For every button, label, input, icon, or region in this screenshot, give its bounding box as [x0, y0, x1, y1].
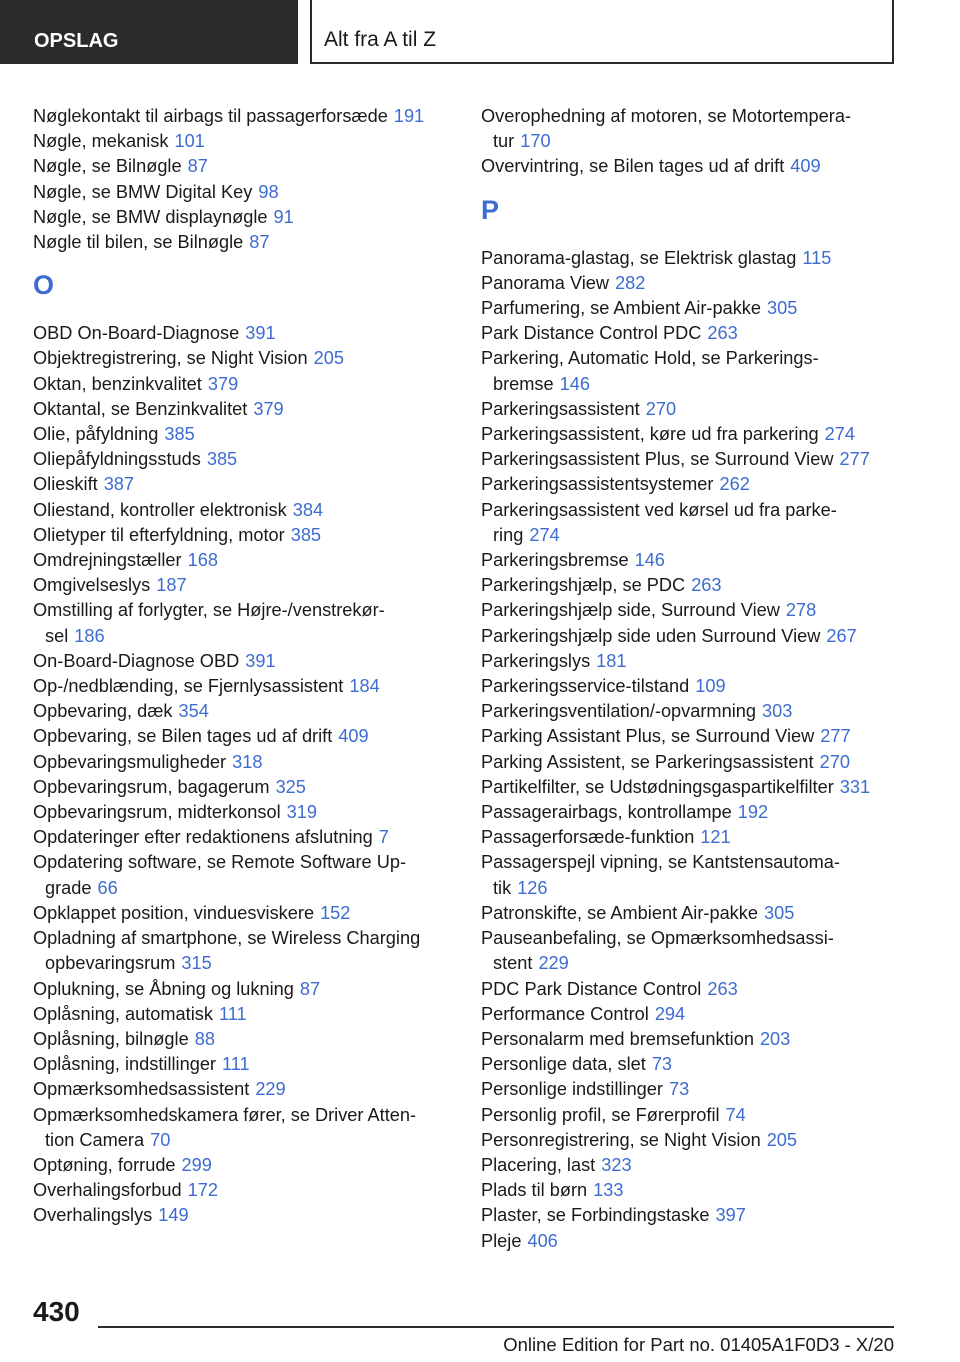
page-reference-link[interactable]: 391 — [245, 650, 276, 671]
index-entry — [481, 674, 921, 699]
index-entry-text: OBD On-Board-Diagnose — [33, 323, 240, 344]
index-entry — [481, 1027, 921, 1052]
page-header — [310, 0, 894, 64]
page-reference-link[interactable]: 331 — [839, 776, 871, 797]
index-entry-text: Personlig profil, se Førerprofil — [481, 1104, 720, 1125]
index-entry — [33, 573, 463, 598]
index-entry — [33, 1002, 463, 1027]
index-entry — [33, 129, 463, 154]
page-reference-link[interactable]: 305 — [767, 298, 798, 319]
page-reference-link[interactable]: 278 — [785, 600, 817, 621]
index-entry-text: Opmærksomhedsassistent — [33, 1079, 250, 1100]
page-reference-link[interactable]: 305 — [764, 902, 795, 923]
index-entry — [33, 472, 463, 497]
index-entry — [481, 1052, 921, 1077]
page-reference-link[interactable]: 354 — [178, 701, 209, 722]
index-entry-text: Personalarm med bremsefunktion — [481, 1028, 754, 1049]
index-entry-text: Plaster, se Forbindingstaske — [481, 1205, 710, 1226]
index-entry-text: Oktantal, se Benzinkvalitet — [33, 398, 248, 419]
page-reference-link[interactable]: 181 — [596, 650, 627, 671]
index-entry-text: Objektregistrering, se Night Vision — [33, 348, 308, 369]
index-entry — [481, 472, 921, 497]
index-entry-text: Overhalingsforbud — [33, 1180, 182, 1201]
index-entry — [481, 104, 921, 154]
index-entry-text: Nøgle til bilen, se Bilnøgle — [33, 232, 244, 253]
index-entry-text: Overvintring, se Bilen tages ud af drift — [481, 156, 785, 177]
index-entry-text: Parkering, Automatic Hold, se Parkerings- — [481, 348, 819, 369]
index-column-left — [33, 104, 463, 1229]
index-entry-text: Oplåsning, automatisk — [33, 1003, 213, 1024]
page-reference-link[interactable]: 87 — [299, 978, 321, 999]
index-entry-text: Parking Assistent, se Parkeringsassistent — [481, 751, 814, 772]
index-entry-text: opbevaringsrum — [45, 953, 176, 974]
page-reference-link[interactable]: 325 — [275, 776, 306, 797]
page-reference-link[interactable]: 294 — [654, 1003, 686, 1024]
page-reference-link[interactable]: 203 — [759, 1028, 791, 1049]
page-reference-link[interactable]: 379 — [207, 373, 239, 394]
index-entry — [33, 800, 463, 825]
index-entry — [481, 598, 921, 623]
index-entry — [481, 346, 921, 396]
index-entry-text: Pleje — [481, 1230, 522, 1251]
page-reference-link[interactable]: 263 — [707, 323, 738, 344]
index-entry — [481, 1178, 921, 1203]
index-entry-text: Parfumering, se Ambient Air-pakke — [481, 298, 762, 319]
index-entry-text: Overophedning af motoren, se Motortempera- — [481, 106, 852, 126]
index-entry-text: Parkeringshjælp side uden Surround View — [481, 625, 821, 646]
page-reference-link[interactable]: 205 — [766, 1129, 798, 1150]
index-entry-text: Parkeringsbremse — [481, 550, 629, 571]
index-entry — [33, 901, 463, 926]
index-entry-text: Park Distance Control PDC — [481, 323, 702, 344]
index-entry-text: Parkeringsassistent, køre ud fra parkering — [481, 424, 819, 445]
index-letter-heading: O — [33, 270, 55, 301]
index-entry-text: Overhalingslys — [33, 1205, 153, 1226]
page-reference-link[interactable]: 385 — [164, 424, 195, 445]
index-entry-text: Personregistrering, se Night Vision — [481, 1129, 761, 1150]
index-entry — [33, 397, 463, 422]
index-entry-text: Patronskifte, se Ambient Air-pakke — [481, 902, 758, 923]
page-reference-link[interactable]: 70 — [150, 1129, 171, 1150]
index-entry-text: Passagerforsæde-funktion — [481, 827, 695, 848]
index-entry-text: Opbevaringsrum, bagagerum — [33, 776, 270, 797]
index-entry — [481, 624, 921, 649]
index-entry — [33, 372, 463, 397]
page-reference-link[interactable]: 87 — [249, 232, 270, 253]
index-entry — [481, 649, 921, 674]
page-reference-link[interactable]: 184 — [349, 676, 380, 697]
page-reference-link[interactable]: 73 — [668, 1079, 690, 1100]
index-entry-text: Oliepåfyldningsstuds — [33, 449, 201, 470]
page-reference-link[interactable]: 74 — [725, 1104, 746, 1125]
index-entry-text: Omgivelseslys — [33, 575, 151, 596]
index-entry-text: Placering, last — [481, 1154, 596, 1175]
index-entry-text: Olietyper til efterfyldning, motor — [33, 524, 285, 545]
index-entry — [33, 724, 463, 749]
page-reference-link[interactable]: 126 — [517, 877, 548, 898]
page-reference-link[interactable]: 149 — [158, 1205, 189, 1226]
index-entry-text: Opbevaring, dæk — [33, 701, 173, 722]
page-reference-link[interactable]: 146 — [634, 550, 665, 571]
index-entry-text: Panorama-glastag, se Elektrisk glastag — [481, 247, 797, 268]
index-entry-text: On-Board-Diagnose OBD — [33, 650, 240, 671]
index-entry-text: Parkeringsassistent Plus, se Surround View — [481, 449, 834, 470]
page-reference-link[interactable]: 318 — [232, 751, 263, 772]
index-entry-text: Parkeringsventilation/-opvarmning — [481, 701, 756, 722]
index-entry-text: tur — [493, 131, 515, 152]
index-entry-text: Parkeringsassistentsystemer — [481, 474, 714, 495]
page-reference-link[interactable]: 170 — [520, 131, 551, 152]
index-entry-text: Opdatering software, se Remote Software Up- — [33, 852, 407, 873]
page-reference-link[interactable]: 270 — [645, 398, 677, 419]
index-entry — [481, 901, 921, 926]
index-entry — [481, 1103, 921, 1128]
index-entry-text: Nøglekontakt til airbags til passagerforsæde — [33, 106, 388, 126]
index-entry — [481, 246, 921, 271]
page-reference-link[interactable]: 229 — [538, 953, 569, 974]
index-entry-text: Opbevaringsrum, midterkonsol — [33, 802, 281, 823]
index-entry-text: Opladning af smartphone, se Wireless Charging — [33, 928, 421, 949]
page-reference-link[interactable]: 87 — [187, 156, 208, 177]
index-entry-text: grade — [45, 877, 92, 898]
page-reference-link[interactable]: 406 — [527, 1230, 558, 1251]
page-reference-link[interactable]: 385 — [290, 524, 322, 545]
index-entry-text: Plads til børn — [481, 1180, 588, 1201]
index-entry — [481, 1002, 921, 1027]
index-entry — [33, 825, 463, 850]
index-entry — [33, 230, 463, 255]
index-entry-text: PDC Park Distance Control — [481, 978, 702, 999]
page-reference-link[interactable]: 73 — [651, 1054, 673, 1075]
page-reference-link[interactable]: 109 — [695, 676, 726, 697]
index-entry-text: Opmærksomhedskamera fører, se Driver Atten- — [33, 1104, 417, 1125]
page-reference-link[interactable]: 91 — [273, 206, 294, 227]
index-entry — [481, 1229, 921, 1254]
index-entry — [33, 1178, 463, 1203]
index-entry — [481, 926, 921, 976]
index-entry — [481, 548, 921, 573]
index-entry-text: Omstilling af forlygter, se Højre-/venstrekør- — [33, 600, 385, 621]
page-reference-link[interactable]: 409 — [790, 156, 821, 177]
index-entry — [33, 699, 463, 724]
index-entry — [481, 850, 921, 900]
index-entry — [33, 154, 463, 179]
index-entry — [481, 573, 921, 598]
index-entry — [33, 1103, 463, 1153]
index-entry-text: Op-/nedblænding, se Fjernlysassistent — [33, 676, 344, 697]
index-entry-text: Pauseanbefaling, se Opmærksomhedsassi- — [481, 928, 834, 949]
page-reference-link[interactable]: 121 — [700, 827, 731, 848]
page-reference-link[interactable]: 101 — [174, 131, 205, 152]
index-entry-text: Oplåsning, indstillinger — [33, 1054, 216, 1075]
index-entry-text: Opklappet position, vinduesviskere — [33, 902, 315, 923]
page-reference-link[interactable]: 192 — [737, 802, 769, 823]
index-entry — [33, 205, 463, 230]
page-reference-link[interactable]: 186 — [74, 625, 105, 646]
index-entry — [33, 321, 463, 346]
index-entry — [481, 800, 921, 825]
page-reference-link[interactable]: 397 — [715, 1205, 746, 1226]
index-entry-text: Performance Control — [481, 1003, 649, 1024]
index-entry — [33, 674, 463, 699]
page-number: 430 — [33, 1296, 80, 1327]
index-entry — [481, 750, 921, 775]
index-entry-text: Nøgle, mekanisk — [33, 131, 169, 152]
index-entry — [481, 724, 921, 749]
footer-edition: Online Edition for Part no. 01405A1F0D3 - X/20 — [503, 1334, 894, 1355]
index-entry — [33, 180, 463, 205]
page-reference-link[interactable]: 282 — [615, 272, 646, 293]
index-entry — [481, 498, 921, 548]
index-entry — [33, 850, 463, 900]
index-entry-text: Parkeringsservice-tilstand — [481, 676, 690, 697]
index-entry-text: ring — [493, 524, 524, 545]
index-entry — [481, 271, 921, 296]
page-reference-link[interactable]: 146 — [559, 373, 591, 394]
index-entry — [33, 1027, 463, 1052]
index-entry — [481, 699, 921, 724]
index-entry-text: Opbevaring, se Bilen tages ud af drift — [33, 726, 333, 747]
index-entry — [481, 1128, 921, 1153]
index-entry — [33, 498, 463, 523]
page-reference-link[interactable]: 315 — [181, 953, 212, 974]
index-entry-text: Parkeringsassistent — [481, 398, 640, 419]
page-reference-link[interactable]: 323 — [601, 1154, 632, 1175]
index-entry-text: Passagerspejl vipning, se Kantstensautoma- — [481, 852, 840, 873]
index-letter-heading: P — [481, 194, 500, 225]
page-reference-link[interactable]: 277 — [839, 449, 870, 470]
page-reference-link[interactable]: 384 — [292, 499, 324, 520]
index-entry — [481, 296, 921, 321]
index-entry — [33, 750, 463, 775]
index-entry — [33, 346, 463, 371]
index-entry-text: Partikelfilter, se Udstødningsgaspartikelfilter — [481, 776, 834, 797]
index-entry — [481, 154, 921, 179]
index-entry — [481, 321, 921, 346]
page-reference-link[interactable]: 299 — [181, 1154, 212, 1175]
index-entry — [33, 104, 463, 129]
page-reference-link[interactable]: 387 — [103, 474, 135, 495]
page-reference-link[interactable]: 191 — [393, 106, 425, 126]
index-entry — [33, 548, 463, 573]
index-entry — [481, 825, 921, 850]
index-entry-text: Oplukning, se Åbning og lukning — [33, 978, 294, 999]
page-reference-link[interactable]: 267 — [826, 625, 857, 646]
index-entry-text: Parkeringsassistent ved kørsel ud fra parke- — [481, 499, 837, 520]
index-entry — [481, 1153, 921, 1178]
index-entry-text: Parking Assistant Plus, se Surround View — [481, 726, 815, 747]
index-entry-text: Opdateringer efter redaktionens afslutning — [33, 827, 373, 848]
index-entry-text: tion Camera — [45, 1129, 145, 1150]
page-reference-link[interactable]: 111 — [222, 1054, 250, 1075]
index-entry-text: Nøgle, se BMW Digital Key — [33, 181, 253, 202]
index-entry-text: tik — [493, 877, 512, 898]
index-entry-text: stent — [493, 953, 533, 974]
page-reference-link[interactable]: 274 — [529, 524, 560, 545]
index-entry-text: Oliestand, kontroller elektronisk — [33, 499, 287, 520]
section-label: OPSLAG — [34, 30, 119, 52]
index-entry — [33, 447, 463, 472]
index-entry — [33, 926, 463, 976]
index-entry — [33, 598, 463, 648]
page-reference-link[interactable]: 7 — [378, 827, 389, 848]
index-entry — [33, 523, 463, 548]
index-entry-text: Oktan, benzinkvalitet — [33, 373, 202, 394]
index-entry-text: Parkeringshjælp, se PDC — [481, 575, 686, 596]
index-entry-text: Personlige data, slet — [481, 1054, 646, 1075]
index-entry-text: Nøgle, se BMW displaynøgle — [33, 206, 268, 227]
page-reference-link[interactable]: 115 — [802, 247, 832, 268]
index-entry — [481, 1203, 921, 1228]
index-entry-text: Personlige indstillinger — [481, 1079, 663, 1100]
index-entry — [481, 775, 921, 800]
page-reference-link[interactable]: 303 — [761, 701, 793, 722]
index-entry — [481, 422, 921, 447]
page-reference-link[interactable]: 111 — [218, 1003, 247, 1024]
index-entry — [33, 977, 463, 1002]
page-reference-link[interactable]: 263 — [691, 575, 722, 596]
index-entry-text: bremse — [493, 373, 554, 394]
page-reference-link[interactable]: 168 — [187, 550, 218, 571]
index-entry-text: Opbevaringsmuligheder — [33, 751, 227, 772]
page-reference-link[interactable]: 270 — [819, 751, 850, 772]
page-reference-link[interactable]: 391 — [245, 323, 276, 344]
section-tab — [0, 0, 298, 64]
page-reference-link[interactable]: 274 — [824, 424, 855, 445]
index-column-right — [481, 104, 921, 1254]
page-reference-link[interactable]: 262 — [719, 474, 750, 495]
index-entry — [33, 422, 463, 447]
index-entry-text: Olieskift — [33, 474, 98, 495]
page-reference-link[interactable]: 319 — [286, 802, 318, 823]
footer-divider — [98, 1326, 894, 1328]
page-reference-link[interactable]: 88 — [194, 1028, 215, 1049]
index-entry-text: Oplåsning, bilnøgle — [33, 1028, 189, 1049]
page-reference-link[interactable]: 229 — [255, 1079, 286, 1100]
page-reference-link[interactable]: 385 — [206, 449, 238, 470]
index-entry — [481, 397, 921, 422]
index-entry-text: Olie, påfyldning — [33, 424, 159, 445]
index-entry-text: Panorama View — [481, 272, 610, 293]
page-reference-link[interactable]: 172 — [187, 1180, 218, 1201]
index-entry-text: Parkeringshjælp side, Surround View — [481, 600, 780, 621]
index-entry-text: sel — [45, 625, 69, 646]
page-reference-link[interactable]: 66 — [97, 877, 118, 898]
index-entry — [481, 447, 921, 472]
page-reference-link[interactable]: 98 — [258, 181, 279, 202]
index-entry — [33, 649, 463, 674]
index-entry-text: Parkeringslys — [481, 650, 591, 671]
index-entry-text: Passagerairbags, kontrollampe — [481, 802, 732, 823]
page-reference-link[interactable]: 187 — [156, 575, 187, 596]
page-reference-link[interactable]: 277 — [820, 726, 851, 747]
page-reference-link[interactable]: 263 — [707, 978, 738, 999]
page-reference-link[interactable]: 409 — [338, 726, 369, 747]
page-reference-link[interactable]: 133 — [593, 1180, 624, 1201]
index-entry — [33, 1077, 463, 1102]
page-reference-link[interactable]: 379 — [253, 398, 284, 419]
index-entry — [33, 1052, 463, 1077]
page-title: Alt fra A til Z — [324, 28, 437, 51]
index-entry-text: Omdrejningstæller — [33, 550, 182, 571]
index-entry — [33, 775, 463, 800]
index-entry — [33, 1153, 463, 1178]
index-entry-text: Nøgle, se Bilnøgle — [33, 156, 182, 177]
index-entry — [33, 1203, 463, 1228]
page-reference-link[interactable]: 205 — [313, 348, 344, 369]
index-entry-text: Optøning, forrude — [33, 1154, 176, 1175]
page-reference-link[interactable]: 152 — [320, 902, 351, 923]
index-entry — [481, 1077, 921, 1102]
index-entry — [481, 977, 921, 1002]
